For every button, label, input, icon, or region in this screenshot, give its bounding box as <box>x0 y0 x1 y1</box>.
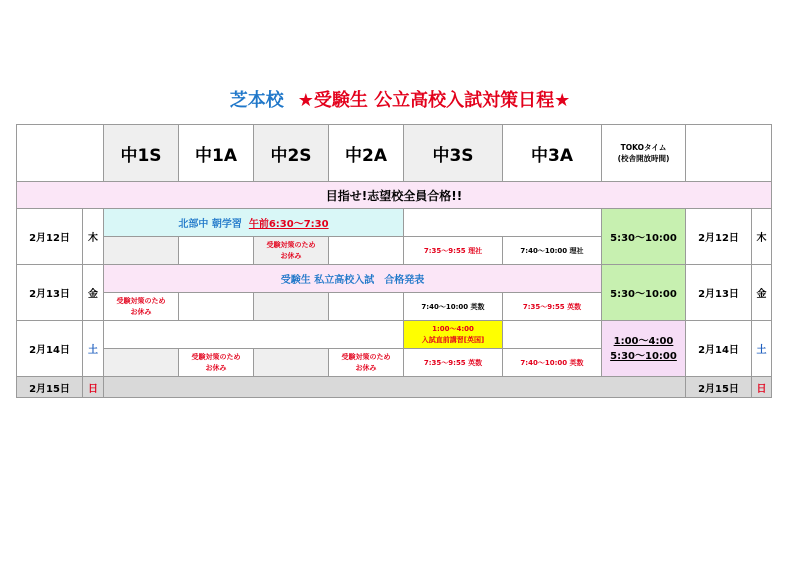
lecture-time: 1:00〜4:00 <box>432 324 474 333</box>
weekday-label: 土 <box>83 321 104 377</box>
toko-header <box>602 125 686 182</box>
note-cell-1s <box>104 293 179 321</box>
class-3a: 7:35〜9:55 英数 <box>503 293 602 321</box>
date-label: 2月13日 <box>17 265 83 321</box>
class-3s: 7:35〜9:55 英数 <box>404 349 503 377</box>
grade-2s: 中2S <box>254 125 329 182</box>
cell-1s <box>104 237 179 265</box>
date-label-right: 2月15日 <box>686 377 752 398</box>
cell-2s <box>254 293 329 321</box>
event-text: 北部中 朝学習 <box>178 219 242 230</box>
date-label-right: 2月13日 <box>686 265 752 321</box>
toko-title: TOKOタイム <box>620 143 667 152</box>
grade-1a: 中1A <box>179 125 254 182</box>
page-title <box>0 88 800 114</box>
weekday-label: 金 <box>83 265 104 321</box>
toko-subtitle: (校舎開放時間) <box>617 154 670 163</box>
weekday-label: 日 <box>83 377 104 398</box>
day-row-feb13-top <box>17 265 772 293</box>
date-label: 2月12日 <box>17 209 83 265</box>
class-3a <box>503 237 602 265</box>
note-line: 受験対策のため <box>116 296 166 305</box>
header-row <box>17 125 772 182</box>
note-line: 受験対策のため <box>341 352 391 361</box>
event-private-results: 受験生 私立高校入試 合格発表 <box>104 265 602 293</box>
toko-time-afternoon: 1:00〜4:00 <box>613 335 674 347</box>
class-3s: 7:35〜9:55 理社 <box>404 237 503 265</box>
date-label: 2月14日 <box>17 321 83 377</box>
empty-cell <box>404 209 602 237</box>
header-blank <box>17 125 104 182</box>
note-line: お休み <box>130 307 152 316</box>
empty-cell <box>503 321 602 349</box>
date-label-right: 2月14日 <box>686 321 752 377</box>
schedule-title: ★受験生 公立高校入試対策日程★ <box>297 90 571 111</box>
note-line: 受験対策のため <box>191 352 241 361</box>
note-line: お休み <box>355 363 377 372</box>
grade-3a: 中3A <box>503 125 602 182</box>
lecture-title: 入試直前講習[英国] <box>421 335 485 344</box>
weekday-label-right: 土 <box>752 321 772 377</box>
note-line: お休み <box>280 251 302 260</box>
weekday-label-right: 金 <box>752 265 772 321</box>
weekday-label-right: 日 <box>752 377 772 398</box>
event-time: 午前6:30〜7:30 <box>248 219 329 230</box>
date-label: 2月15日 <box>17 377 83 398</box>
closed-day <box>104 377 686 398</box>
cell-2s <box>254 349 329 377</box>
day-row-feb12-top <box>17 209 772 237</box>
class-3s: 7:40〜10:00 英数 <box>404 293 503 321</box>
empty-cell <box>104 321 404 349</box>
note-cell-2s <box>254 237 329 265</box>
day-row-feb14-top <box>17 321 772 349</box>
grade-3s: 中3S <box>404 125 503 182</box>
class-3a-text: 7:40〜10:00 理社 <box>520 246 584 255</box>
cell-1a <box>179 237 254 265</box>
toko-time: 5:30〜10:00 <box>602 265 686 321</box>
weekday-label: 木 <box>83 209 104 265</box>
grade-2a: 中2A <box>329 125 404 182</box>
pre-exam-lecture <box>404 321 503 349</box>
weekday-label-right: 木 <box>752 209 772 265</box>
schedule-table <box>16 124 772 398</box>
banner-row <box>17 182 772 209</box>
date-label-right: 2月12日 <box>686 209 752 265</box>
note-cell-1a <box>179 349 254 377</box>
day-row-feb15 <box>17 377 772 398</box>
class-3a: 7:40〜10:00 英数 <box>503 349 602 377</box>
banner: 目指せ!志望校全員合格!! <box>17 182 772 209</box>
toko-time-evening: 5:30〜10:00 <box>610 350 677 362</box>
event-morning-study <box>104 209 404 237</box>
cell-1s <box>104 349 179 377</box>
toko-time: 5:30〜10:00 <box>602 209 686 265</box>
note-line: お休み <box>205 363 227 372</box>
cell-2a <box>329 293 404 321</box>
toko-time <box>602 321 686 377</box>
school-name: 芝本校 <box>229 90 284 111</box>
cell-1a <box>179 293 254 321</box>
note-cell-2a <box>329 349 404 377</box>
grade-1s: 中1S <box>104 125 179 182</box>
cell-2a <box>329 237 404 265</box>
note-line: 受験対策のため <box>266 240 316 249</box>
header-blank-right <box>686 125 772 182</box>
